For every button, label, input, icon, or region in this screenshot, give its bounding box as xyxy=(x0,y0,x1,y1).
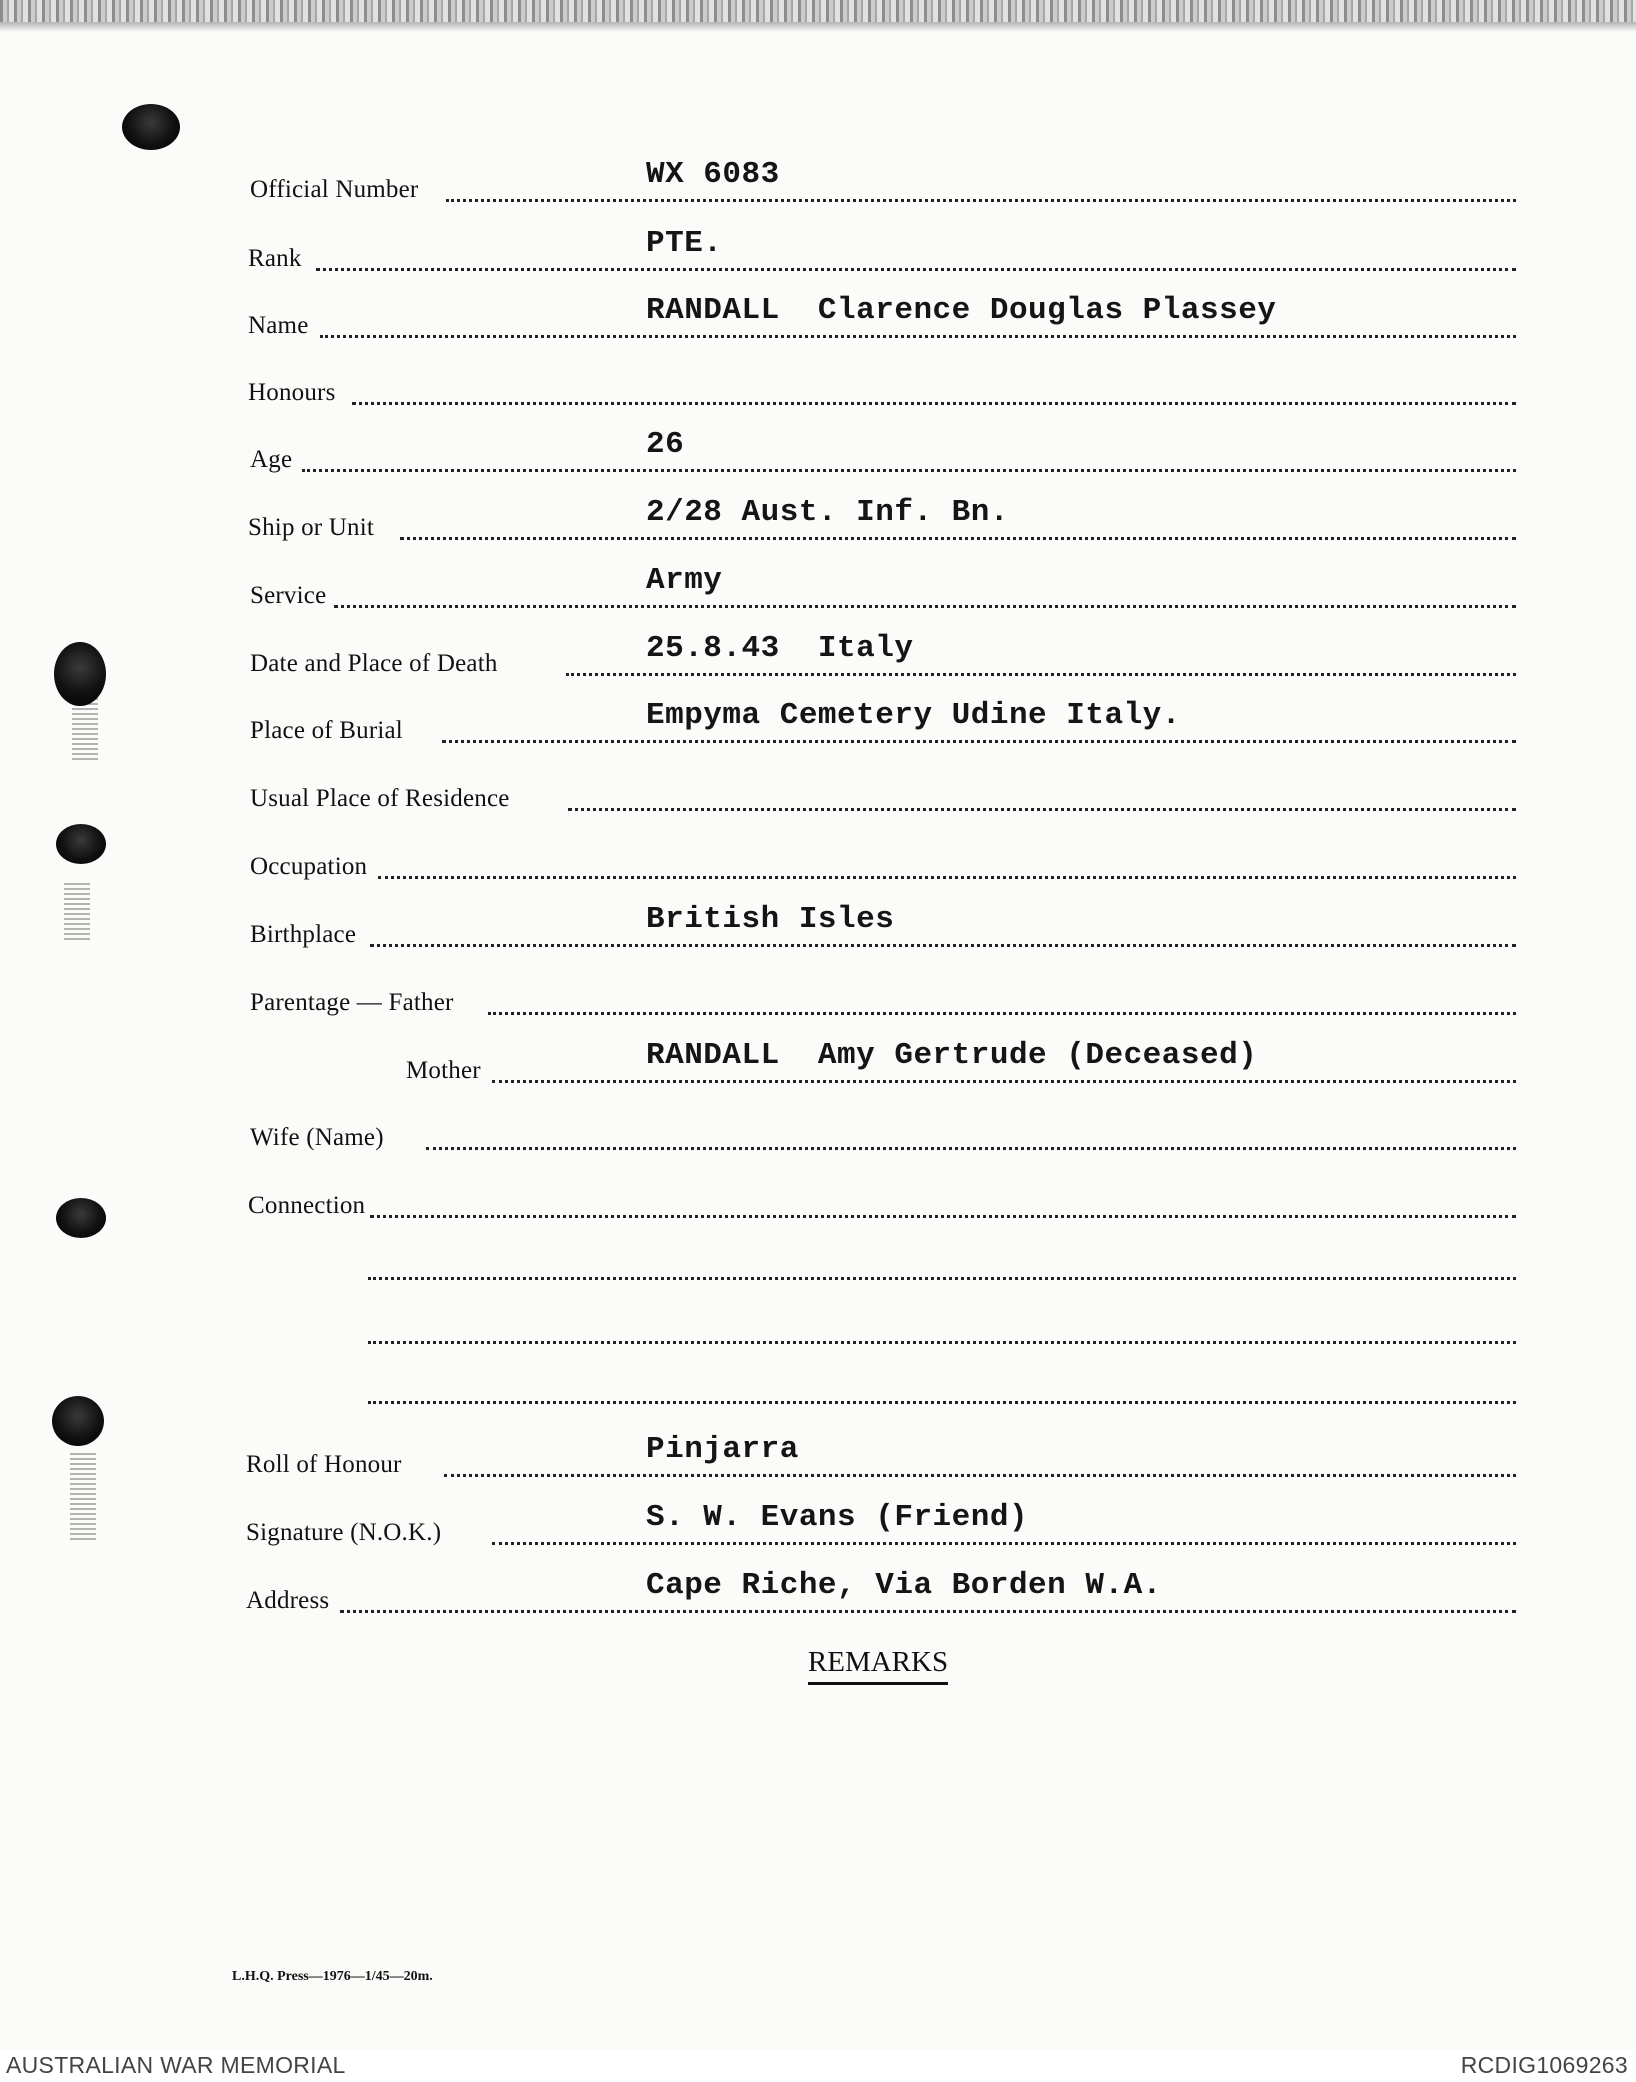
field-label: Age xyxy=(250,446,293,473)
dotted-line xyxy=(378,876,1516,879)
field-value: Pinjarra xyxy=(646,1432,799,1467)
scanned-top-shadow xyxy=(0,22,1636,32)
connection-continuation-line xyxy=(0,1290,1636,1350)
field-value: 2/28 Aust. Inf. Bn. xyxy=(646,495,1009,530)
field-value: PTE. xyxy=(646,226,723,261)
dotted-line xyxy=(352,402,1516,405)
field-label: Place of Burial xyxy=(250,717,403,744)
field-value: S. W. Evans (Friend) xyxy=(646,1500,1029,1535)
field-usual-place-of-residence xyxy=(0,757,1636,817)
dotted-line xyxy=(368,1401,1516,1404)
field-value: Army xyxy=(646,563,723,598)
field-label: Usual Place of Residence xyxy=(250,785,510,812)
field-address xyxy=(0,1559,1636,1619)
dotted-line xyxy=(568,808,1516,811)
remarks-section xyxy=(0,1646,1636,1679)
field-value: Empyma Cemetery Udine Italy. xyxy=(646,698,1181,733)
field-signature-nok xyxy=(0,1491,1636,1551)
dotted-line xyxy=(492,1080,1516,1083)
field-label: Ship or Unit xyxy=(248,514,375,541)
field-age xyxy=(0,418,1636,478)
dotted-line xyxy=(340,1610,1516,1613)
field-label: Address xyxy=(246,1587,330,1614)
field-label: Official Number xyxy=(250,176,419,203)
field-roll-of-honour xyxy=(0,1423,1636,1483)
field-official-number xyxy=(0,148,1636,208)
dotted-line xyxy=(444,1474,1516,1477)
field-label: Parentage — Father xyxy=(250,989,454,1016)
scanned-top-edge xyxy=(0,0,1636,22)
dotted-line xyxy=(334,605,1516,608)
field-label: Birthplace xyxy=(250,921,357,948)
punch-hole-1 xyxy=(122,104,180,150)
field-value: WX 6083 xyxy=(646,157,780,192)
field-label: Rank xyxy=(248,245,302,272)
dotted-line xyxy=(442,740,1516,743)
dotted-line xyxy=(316,268,1516,271)
record-id: RCDIG1069263 xyxy=(1460,2052,1628,2078)
field-label: Roll of Honour xyxy=(246,1451,402,1478)
dotted-line xyxy=(446,199,1516,202)
dotted-line xyxy=(566,673,1516,676)
field-name xyxy=(0,284,1636,344)
institution-name: AUSTRALIAN WAR MEMORIAL xyxy=(6,2052,346,2078)
field-ship-or-unit xyxy=(0,486,1636,546)
dotted-line xyxy=(370,1215,1516,1218)
printer-imprint: L.H.Q. Press—1976—1/45—20m. xyxy=(232,1969,433,1984)
archive-footer xyxy=(0,2050,1636,2082)
field-value: 26 xyxy=(646,427,685,462)
field-label: Honours xyxy=(248,379,336,406)
field-date-place-of-death xyxy=(0,622,1636,682)
field-value: RANDALL Amy Gertrude (Deceased) xyxy=(646,1038,1258,1073)
field-label: Signature (N.O.K.) xyxy=(246,1519,442,1546)
field-label: Occupation xyxy=(250,853,368,880)
field-wife-name xyxy=(0,1096,1636,1156)
field-label: Connection xyxy=(248,1192,366,1219)
field-occupation xyxy=(0,825,1636,885)
field-value: RANDALL Clarence Douglas Plassey xyxy=(646,293,1277,328)
field-value: Cape Riche, Via Borden W.A. xyxy=(646,1568,1162,1603)
field-birthplace xyxy=(0,893,1636,953)
dotted-line xyxy=(320,335,1516,338)
field-place-of-burial xyxy=(0,689,1636,749)
field-label: Date and Place of Death xyxy=(250,650,498,677)
remarks-heading: REMARKS xyxy=(808,1646,948,1685)
field-label: Service xyxy=(250,582,327,609)
field-value: British Isles xyxy=(646,902,895,937)
field-label: Wife (Name) xyxy=(250,1124,384,1151)
dotted-line xyxy=(488,1012,1516,1015)
dotted-line xyxy=(370,944,1516,947)
field-rank xyxy=(0,217,1636,277)
dotted-line xyxy=(426,1147,1516,1150)
field-parentage-father xyxy=(0,961,1636,1021)
field-label: Mother xyxy=(406,1057,481,1084)
field-value: 25.8.43 Italy xyxy=(646,631,914,666)
field-service xyxy=(0,554,1636,614)
field-label: Name xyxy=(248,312,309,339)
connection-continuation-line xyxy=(0,1226,1636,1286)
field-mother xyxy=(0,1029,1636,1089)
connection-continuation-line xyxy=(0,1350,1636,1410)
dotted-line xyxy=(368,1277,1516,1280)
dotted-line xyxy=(492,1542,1516,1545)
field-honours xyxy=(0,351,1636,411)
field-connection xyxy=(0,1164,1636,1224)
dotted-line xyxy=(400,537,1516,540)
dotted-line xyxy=(368,1341,1516,1344)
dotted-line xyxy=(302,469,1516,472)
